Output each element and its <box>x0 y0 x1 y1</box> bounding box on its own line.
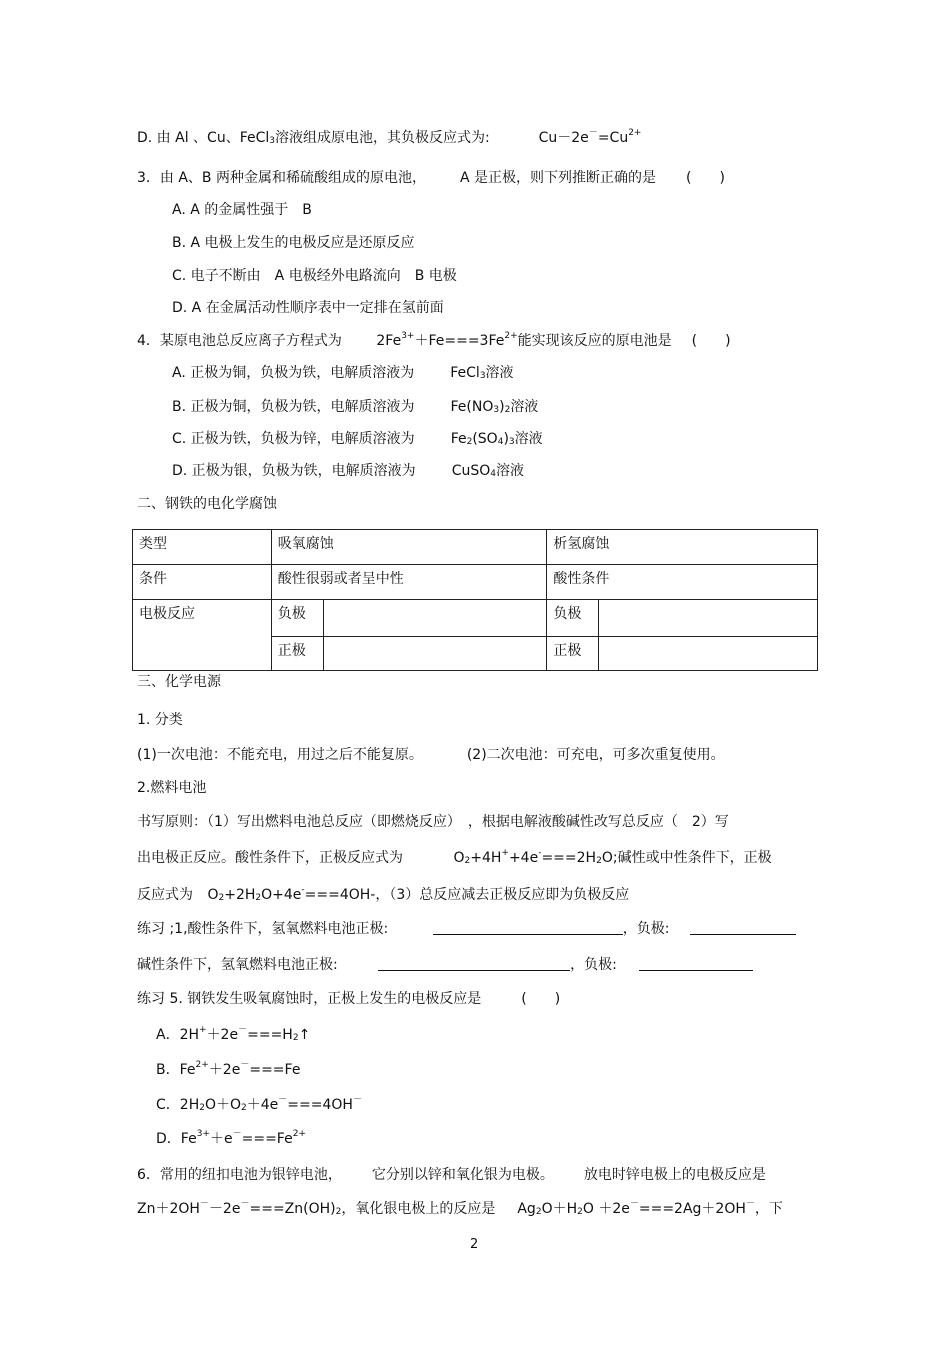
table-row <box>133 565 818 600</box>
base-negative-blank[interactable] <box>639 956 753 971</box>
q5-option-d: D．$Fe^{3+}+e^-===Fe^{2+}$ <box>156 1129 306 1147</box>
table-cell: 正极 <box>271 637 323 671</box>
q4-option-c: C. 正极为铁，负极为锌，电解质溶液为 $Fe_2(SO_4)_3$溶液 <box>172 431 543 447</box>
answer-cell[interactable] <box>323 637 547 671</box>
practice-base: 碱性条件下，氢氧燃料电池正极: ，负极: <box>137 956 753 974</box>
q3-stem: 3．由 A、B 两种金属和稀硫酸组成的原电池， A 是正极，则下列推断正确的是 ( ) <box>137 170 725 186</box>
writing-rule-2: 出电极正反应。酸性条件下，正极反应式为 $O_2+4H^++4e^-===2H_2O$;碱性或中性条件下，正极 <box>137 848 772 866</box>
table-cell: 电极反应 <box>133 600 272 671</box>
table-cell: 酸性很弱或者呈中性 <box>271 565 547 600</box>
practice-acid: 练习 ;1,酸性条件下，氢氧燃料电池正极: ，负极: <box>137 920 796 938</box>
table-cell: 吸氧腐蚀 <box>271 530 547 565</box>
writing-rule-1: 书写原则：（1）写出燃料电池总反应（即燃烧反应） ，根据电解液酸碱性改写总反应（ 2）写 <box>137 814 729 830</box>
q5-stem: 练习 5. 钢铁发生吸氧腐蚀时，正极上发生的电极反应是 ( ) <box>137 991 561 1007</box>
q6-line-2: $Zn+2OH^--2e^-===Zn(OH)_2$，氧化银电极上的反应是 $Ag_2O+H_2O +2e^-===2Ag+2OH^-$，下 <box>137 1199 783 1217</box>
answer-cell[interactable] <box>599 600 818 637</box>
table-cell: 正极 <box>547 637 599 671</box>
table-cell: 酸性条件 <box>547 565 818 600</box>
q4-stem: 4．某原电池总反应离子方程式为 $2Fe^{3+}+Fe===3Fe^{2+}$能实现该反应的原电池是 ( ) <box>137 331 731 349</box>
classification-heading: 1. 分类 <box>137 712 183 728</box>
acid-negative-blank[interactable] <box>690 920 796 935</box>
q3-option-d: D. A 在金属活动性顺序表中一定排在氢前面 <box>172 300 444 316</box>
q6-line-1: 6．常用的纽扣电池为银锌电池， 它分别以锌和氧化银为电极。 放电时锌电极上的电极反应是 <box>137 1167 766 1183</box>
q5-option-a: A．$2H^++2e^-===H_2↑$ <box>156 1025 311 1043</box>
answer-cell[interactable] <box>323 600 547 637</box>
table-cell: 负极 <box>271 600 323 637</box>
q3-option-a: A. A 的金属性强于 B <box>172 202 312 218</box>
q4-option-b: B. 正极为铜，负极为铁，电解质溶液为 $Fe(NO_3)_2$溶液 <box>172 399 539 415</box>
base-positive-blank[interactable] <box>378 956 570 971</box>
table-cell: 条件 <box>133 565 272 600</box>
page-number: 2 <box>470 1237 479 1252</box>
q4-option-a: A. 正极为铜，负极为铁，电解质溶液为 FeCl$_3$溶液 <box>172 365 514 381</box>
q3-option-c: C. 电子不断由 A 电极经外电路流向 B 电极 <box>172 268 457 284</box>
section3-title: 三、化学电源 <box>137 674 221 690</box>
battery-types: (1)一次电池：不能充电，用过之后不能复原。 (2)二次电池：可充电，可多次重复使用。 <box>137 747 725 763</box>
writing-rule-3: 反应式为 $O_2+2H_2O+4e^-===4OH-$，（3）总反应减去正极反应即为负极反应 <box>137 885 630 903</box>
section2-title: 二、钢铁的电化学腐蚀 <box>137 496 277 512</box>
table-row <box>133 600 818 637</box>
fuel-cell-heading: 2.燃料电池 <box>137 780 207 796</box>
table-cell: 类型 <box>133 530 272 565</box>
d-option-line: D. 由 Al 、Cu、FeCl$_3$溶液组成原电池，其负极反应式为: $Cu-2e^-=Cu^{2+}$ <box>137 128 642 146</box>
q4-option-d: D. 正极为银，负极为铁，电解质溶液为 CuSO$_4$溶液 <box>172 463 524 479</box>
table-cell: 析氢腐蚀 <box>547 530 818 565</box>
q3-option-b: B. A 电极上发生的电极反应是还原反应 <box>172 235 415 251</box>
corrosion-table <box>132 529 818 671</box>
q5-option-c: C．$2H_2O+O_2+4e^-===4OH^-$ <box>156 1095 362 1113</box>
q5-option-b: B．$Fe^{2+}+2e^-===Fe$ <box>156 1060 301 1078</box>
acid-positive-blank[interactable] <box>433 920 623 935</box>
table-cell: 负极 <box>547 600 599 637</box>
table-row <box>133 530 818 565</box>
answer-cell[interactable] <box>599 637 818 671</box>
